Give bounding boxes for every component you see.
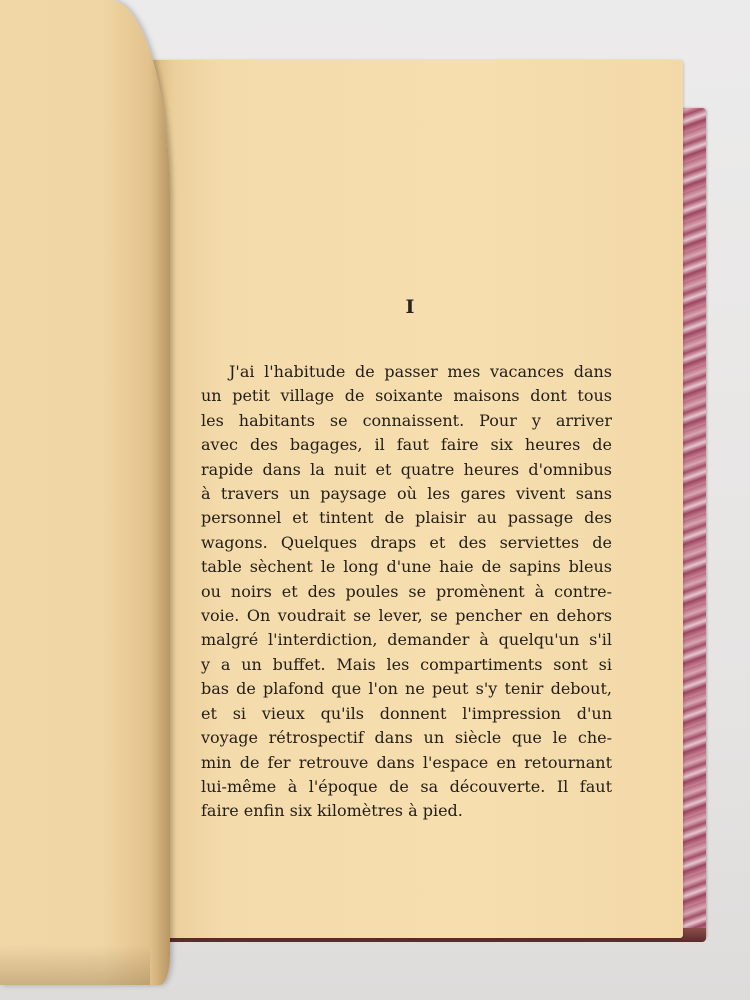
text-line: ou noirs et des poules se promènent à contre- — [201, 581, 612, 601]
text-line: un petit village de soixante maisons dont tous — [201, 386, 612, 406]
text-line: J'ai l'habitude de passer mes vacances dans — [229, 362, 612, 381]
text-line: voyage rétrospectif dans un siècle que le che- — [201, 728, 612, 748]
chapter-numeral: I — [405, 296, 415, 318]
text-line: wagons. Quelques draps et des serviettes de — [201, 532, 612, 552]
text-line: y a un buffet. Mais les compartiments sont si — [201, 654, 612, 674]
text-line: et si vieux qu'ils donnent l'impression d'un — [201, 703, 612, 723]
text-line: avec des bagages, il faut faire six heures de — [201, 435, 612, 455]
text-line: bas de plafond que l'on ne peut s'y tenir debout, — [201, 679, 612, 699]
left-page — [0, 0, 170, 985]
text-line: lui-même à l'époque de sa découverte. Il faut — [201, 776, 612, 796]
text-line: malgré l'interdiction, demander à quelqu'un s'il — [201, 630, 612, 650]
text-line: rapide dans la nuit et quatre heures d'omnibus — [201, 459, 612, 479]
body-text — [201, 360, 612, 824]
text-line: table sèchent le long d'une haie de sapins bleus — [201, 557, 612, 577]
text-line: les habitants se connaissent. Pour y arriver — [201, 410, 612, 430]
text-line: voie. On voudrait se lever, se pencher en dehors — [201, 606, 612, 626]
text-line: faire enfin six kilomètres à pied. — [201, 801, 463, 821]
text-line: à travers un paysage où les gares vivent sans — [201, 484, 612, 504]
text-line: min de fer retrouve dans l'espace en retournant — [201, 752, 612, 772]
text-line: personnel et tintent de plaisir au passage des — [201, 508, 612, 528]
